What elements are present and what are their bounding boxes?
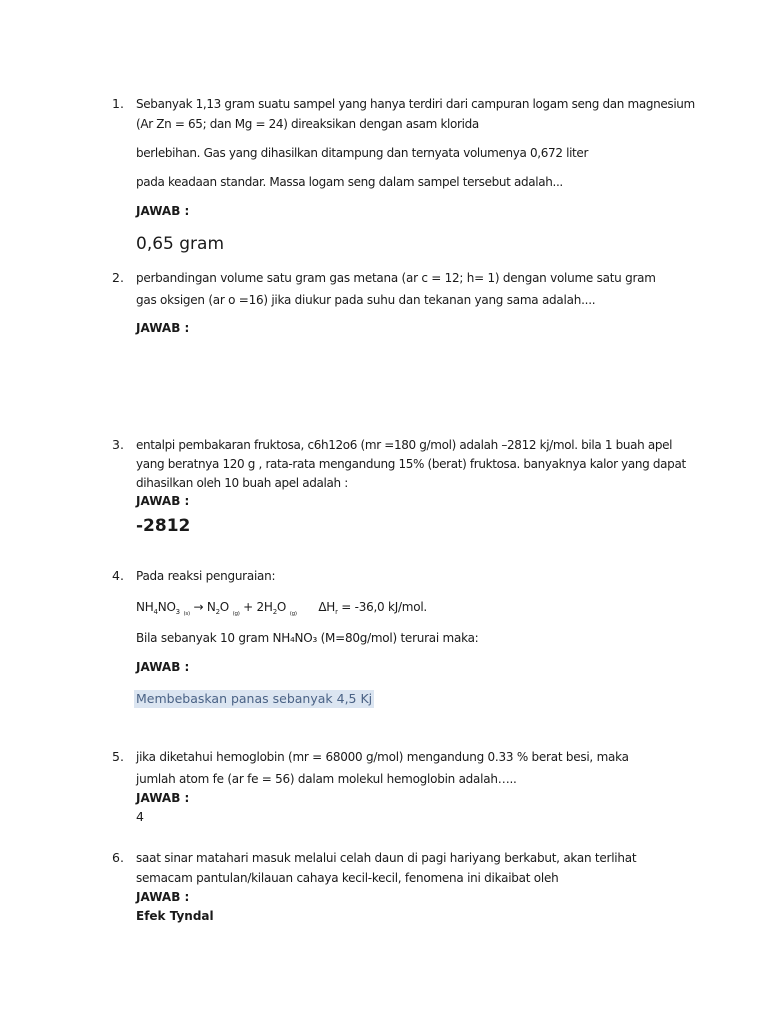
question-2-line-2: gas oksigen (ar o =16) jika diukur pada suhu dan tekanan yang sama adalah.... — [136, 293, 596, 307]
question-2-jawab-label: JAWAB : — [136, 321, 190, 335]
question-3-line-1: entalpi pembakaran fruktosa, c6h12o6 (mr =180 g/mol) adalah –2812 kj/mol. bila 1 buah apel — [136, 438, 673, 452]
question-4-answer: Membebaskan panas sebanyak 4,5 Kj — [136, 691, 373, 706]
question-4-line-2: Bila sebanyak 10 gram NH₄NO₃ (M=80g/mol) terurai maka: — [136, 631, 479, 645]
question-3-number: 3. — [112, 437, 124, 452]
question-2-number: 2. — [112, 270, 124, 285]
question-4-line-1: Pada reaksi penguraian: — [136, 569, 276, 583]
question-5-line-2: jumlah atom fe (ar fe = 56) dalam molekul hemoglobin adalah….. — [136, 772, 517, 786]
question-6-line-2: semacam pantulan/kilauan cahaya kecil-kecil, fenomena ini dikaibat oleh — [136, 871, 559, 885]
question-6-answer: Efek Tyndal — [136, 909, 214, 923]
question-6-jawab-label: JAWAB : — [136, 890, 190, 904]
question-2-line-1: perbandingan volume satu gram gas metana (ar c = 12; h= 1) dengan volume satu gram — [136, 271, 656, 285]
question-1-answer: 0,65 gram — [136, 234, 225, 254]
question-3-answer: -2812 — [136, 516, 191, 536]
question-5-answer: 4 — [136, 809, 144, 824]
question-6-line-1: saat sinar matahari masuk melalui celah daun di pagi hariyang berkabut, akan terlihat — [136, 851, 637, 865]
question-1-line-1: Sebanyak 1,13 gram suatu sampel yang hanya terdiri dari campuran logam seng dan magnesium — [136, 97, 695, 111]
question-5-line-1: jika diketahui hemoglobin (mr = 68000 g/mol) mengandung 0.33 % berat besi, maka — [136, 750, 629, 764]
reaction-arrow-icon: → — [193, 600, 204, 614]
question-4-number: 4. — [112, 568, 124, 583]
question-4-reaction-equation: $NH_4NO_3$ $_{(s)} \to N_2O$ $_{(g)} + 2H_2O$ $_{(g)}$ $\Delta H_r = -36,0$ kJ/mol. — [136, 600, 427, 617]
question-6-number: 6. — [112, 850, 124, 865]
question-5-jawab-label: JAWAB : — [136, 791, 190, 805]
question-1-number: 1. — [112, 96, 124, 111]
question-3-line-3: dihasilkan oleh 10 buah apel adalah : — [136, 476, 348, 490]
question-1-line-2: (Ar Zn = 65; dan Mg = 24) direaksikan dengan asam klorida — [136, 117, 479, 131]
question-1-jawab-label: JAWAB : — [136, 204, 190, 218]
question-4-jawab-label: JAWAB : — [136, 660, 190, 674]
question-1-line-3: berlebihan. Gas yang dihasilkan ditampung dan ternyata volumenya 0,672 liter — [136, 146, 589, 160]
question-1-line-4: pada keadaan standar. Massa logam seng dalam sampel tersebut adalah... — [136, 175, 563, 189]
question-5-number: 5. — [112, 749, 124, 764]
question-4-answer-highlight — [134, 688, 374, 708]
question-3-jawab-label: JAWAB : — [136, 494, 190, 508]
question-3-line-2: yang beratnya 120 g , rata-rata mengandung 15% (berat) fruktosa. banyaknya kalor yang dapat — [136, 457, 686, 471]
